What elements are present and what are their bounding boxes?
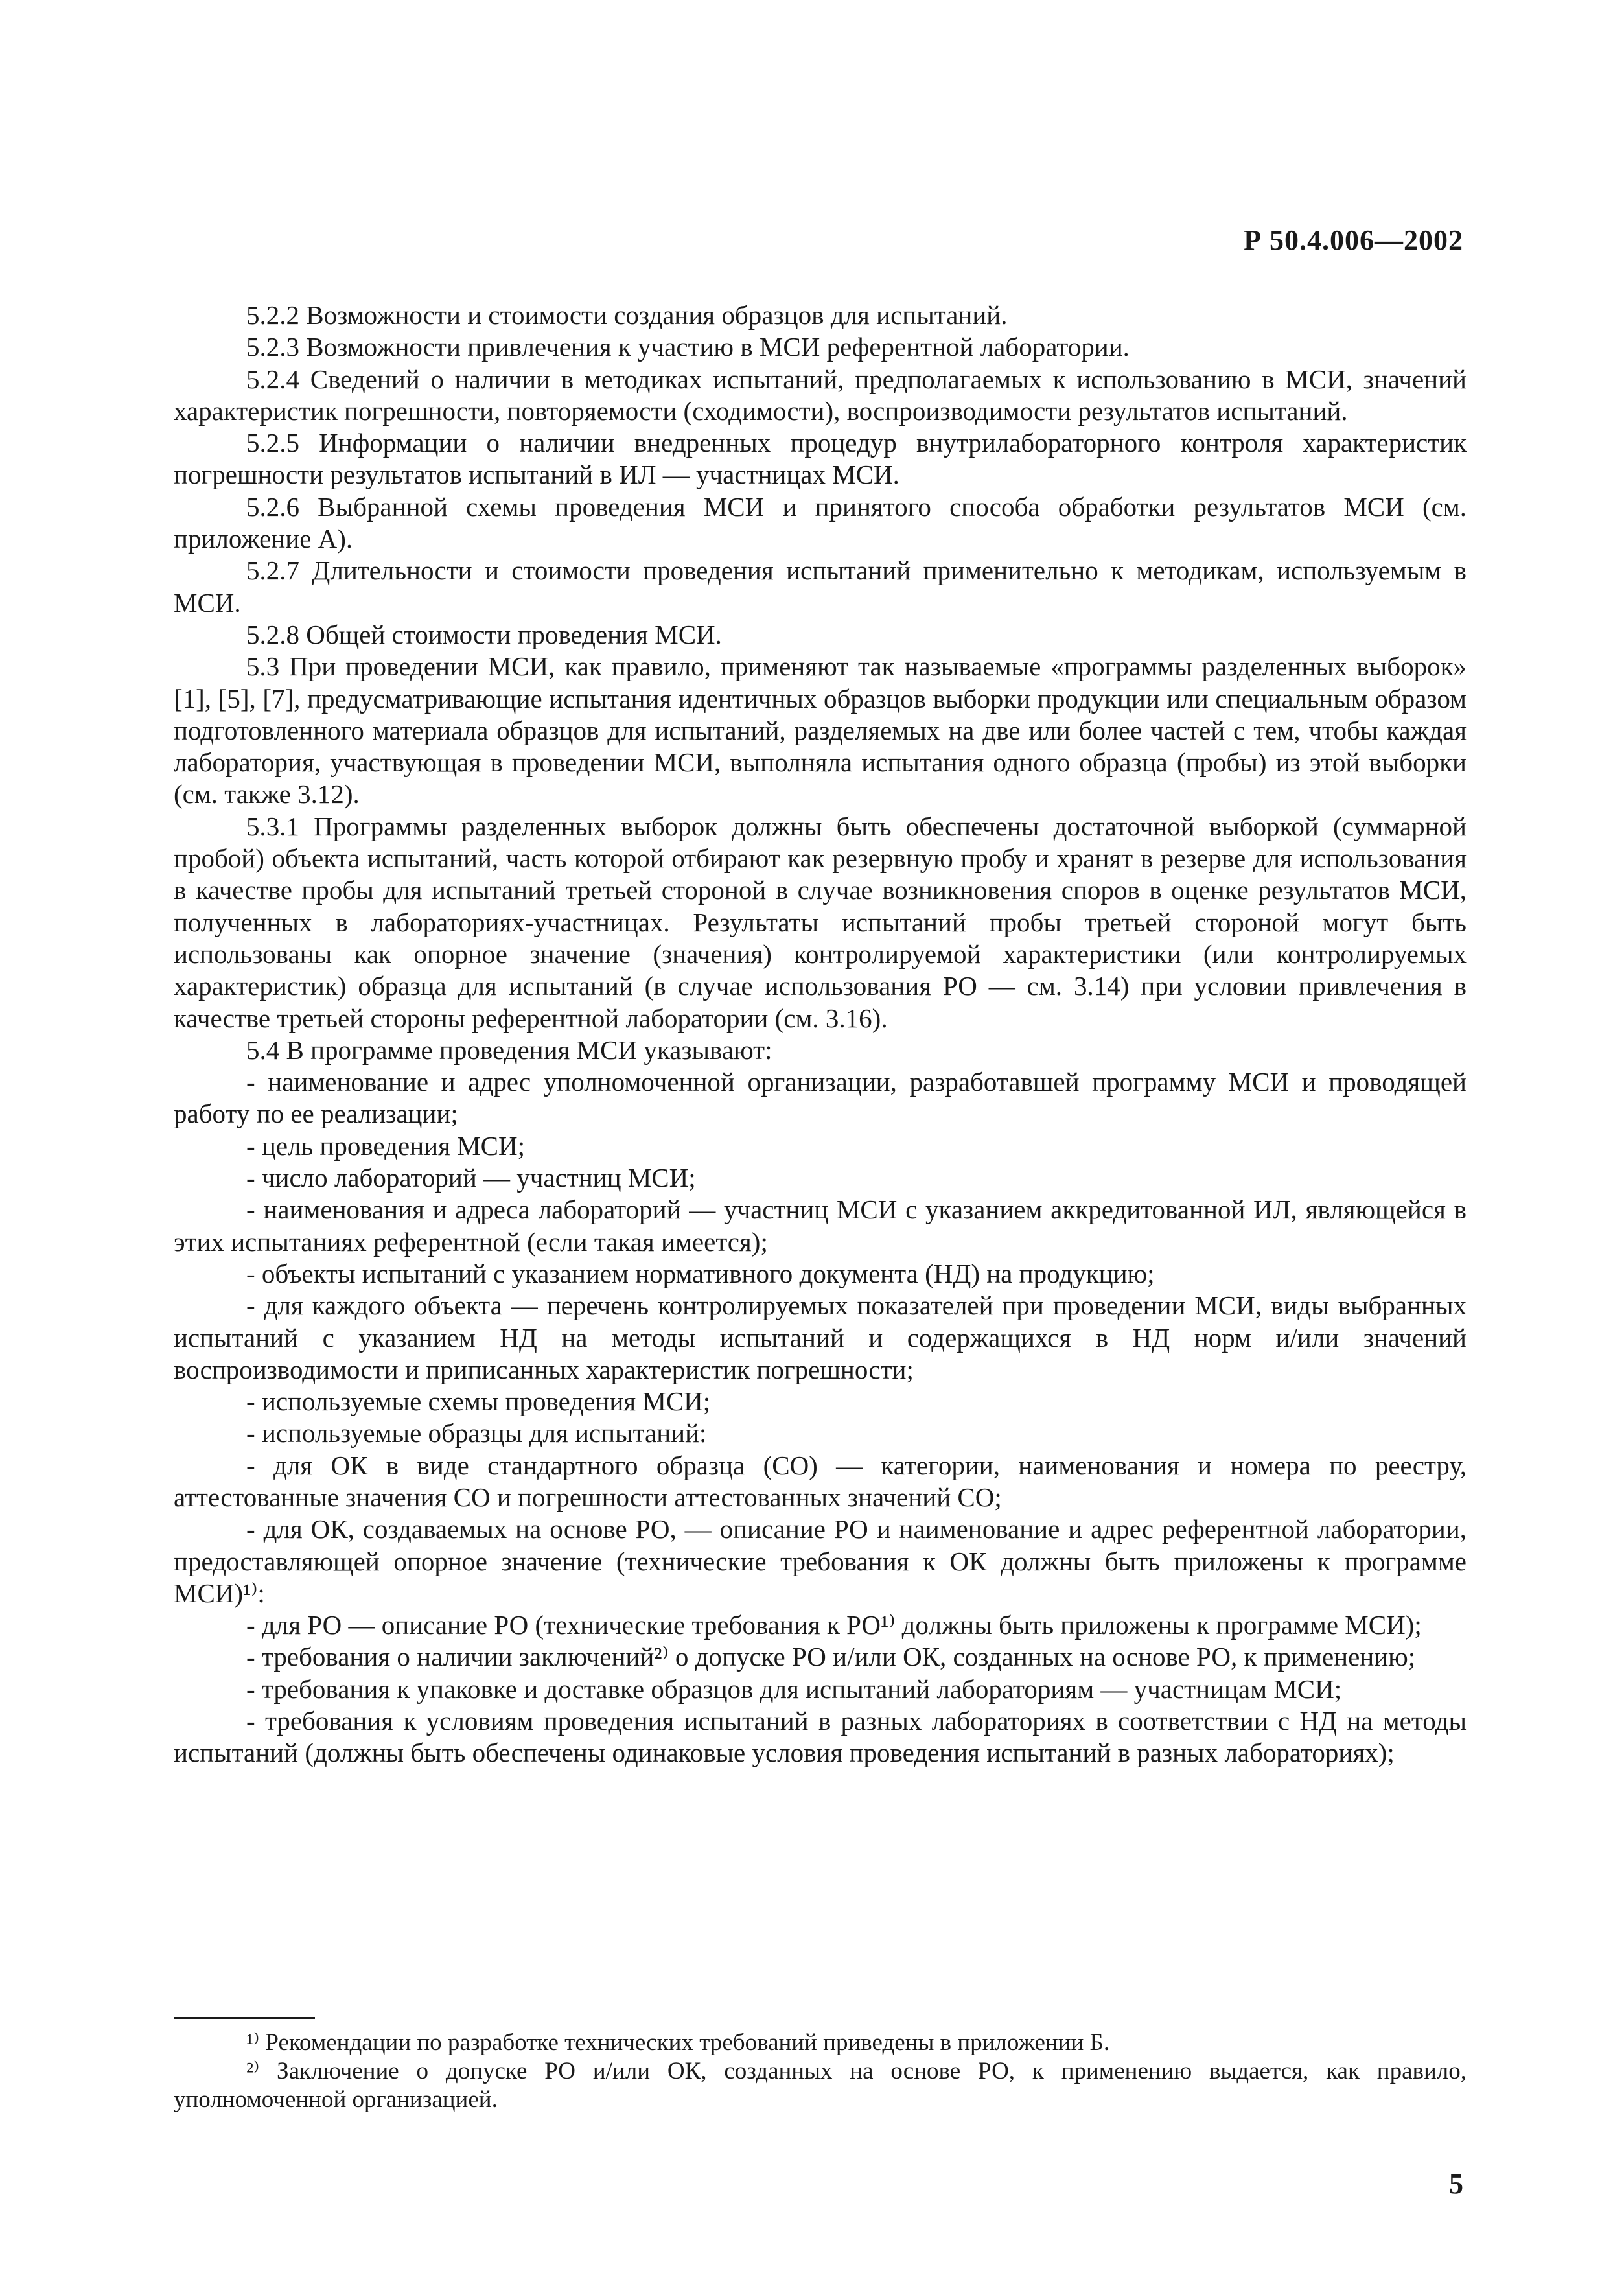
- paragraph-5-2-6: 5.2.6 Выбранной схемы проведения МСИ и принятого способа обработки результатов МСИ (см. приложение А).: [174, 491, 1467, 554]
- paragraph-5-2-5: 5.2.5 Информации о наличии внедренных процедур внутрилабораторного контроля характеристик погрешности результатов испытаний в ИЛ — участницах МСИ.: [174, 428, 1467, 490]
- footnote-divider: [174, 2017, 315, 2019]
- list-item: - наименование и адрес уполномоченной организации, разработавшей программу МСИ и проводящей работу по ее реализации;: [174, 1067, 1467, 1129]
- list-item: - используемые схемы проведения МСИ;: [246, 1386, 711, 1417]
- list-item: - для каждого объекта — перечень контролируемых показателей при проведении МСИ, виды выбранных испытаний с указанием НД на методы испытаний и содержащихся в НД норм и/или значений воспроизводимости и приписанных характеристик погрешности;: [174, 1290, 1467, 1384]
- list-item: - для РО — описание РО (технические требования к РО¹⁾ должны быть приложены к программе МСИ);: [246, 1610, 1422, 1640]
- footnote-2: ²⁾ Заключение о допуске РО и/или ОК, созданных на основе РО, к применению выдается, как правило, уполномоченной организацией.: [174, 2058, 1467, 2113]
- list-item: - требования о наличии заключений²⁾ о допуске РО и/или ОК, созданных на основе РО, к применению;: [246, 1642, 1416, 1672]
- paragraph-5-2-8: 5.2.8 Общей стоимости проведения МСИ.: [246, 619, 722, 649]
- list-item: - для ОК в виде стандартного образца (СО) — категории, наименования и номера по реестру, аттестованные значения СО и погрешности аттестованных значений СО;: [174, 1450, 1467, 1512]
- footnotes: [174, 2029, 1467, 2114]
- body-text: [174, 299, 1467, 1769]
- paragraph-5-2-3: 5.2.3 Возможности привлечения к участию в МСИ референтной лаборатории.: [246, 332, 1130, 362]
- paragraph-5-3-1: 5.3.1 Программы разделенных выборок должны быть обеспечены достаточной выборкой (суммарной пробой) объекта испытаний, часть которой отбирают как резервную пробу и хранят в резерве для использования в качестве пробы для испытаний третьей стороной в случае возникновения споров в оценке результатов МСИ, полученных в лабораториях-участницах. Результаты испытаний пробы третьей стороной могут быть использованы как опорное значение (значения) контролируемой характеристики (или контролируемых характеристик) образца для испытаний (в случае использования РО — см. 3.14) при условии привлечения в качестве третьей стороны референтной лаборатории (см. 3.16).: [174, 811, 1467, 1033]
- footnote-1: ¹⁾ Рекомендации по разработке технических требований приведены в приложении Б.: [246, 2029, 1110, 2056]
- paragraph-5-2-7: 5.2.7 Длительности и стоимости проведения испытаний применительно к методикам, используемым в МСИ.: [174, 555, 1467, 618]
- paragraph-5-2-2: 5.2.2 Возможности и стоимости создания образцов для испытаний.: [246, 300, 1008, 330]
- list-item: - требования к условиям проведения испытаний в разных лабораториях в соответствии с НД на методы испытаний (должны быть обеспечены одинаковые условия проведения испытаний в разных лабораториях);: [174, 1706, 1467, 1768]
- list-item: - требования к упаковке и доставке образцов для испытаний лабораториям — участницам МСИ;: [246, 1673, 1342, 1704]
- paragraph-5-2-4: 5.2.4 Сведений о наличии в методиках испытаний, предполагаемых к использованию в МСИ, значений характеристик погрешности, повторяемости (сходимости), воспроизводимости результатов испытаний.: [174, 364, 1467, 426]
- paragraph-5-4: 5.4 В программе проведения МСИ указывают:: [246, 1034, 772, 1065]
- list-item: - наименования и адреса лабораторий — участниц МСИ с указанием аккредитованной ИЛ, являющейся в этих испытаниях референтной (если такая имеется);: [174, 1194, 1467, 1257]
- list-item: - используемые образцы для испытаний:: [246, 1418, 707, 1449]
- list-item: - для ОК, создаваемых на основе РО, — описание РО и наименование и адрес референтной лаборатории, предоставляющей опорное значение (технические требования к ОК должны быть приложены к программе МСИ)¹⁾:: [174, 1514, 1467, 1608]
- list-item: - число лабораторий — участниц МСИ;: [246, 1163, 696, 1193]
- list-item: - цель проведения МСИ;: [246, 1130, 526, 1161]
- page-number: 5: [1449, 2168, 1463, 2200]
- paragraph-5-3: 5.3 При проведении МСИ, как правило, применяют так называемые «программы разделенных выборок» [1], [5], [7], предусматривающие испытания идентичных образцов выборки продукции или специальным образом подготовленного материала образцов для испытаний, разделяемых на две или более частей с тем, чтобы каждая лаборатория, участвующая в проведении МСИ, выполняла испытания одного образца (пробы) из этой выборки (см. также 3.12).: [174, 651, 1467, 810]
- list-item: - объекты испытаний с указанием нормативного документа (НД) на продукцию;: [246, 1258, 1155, 1288]
- document-code: Р 50.4.006—2002: [1244, 224, 1463, 256]
